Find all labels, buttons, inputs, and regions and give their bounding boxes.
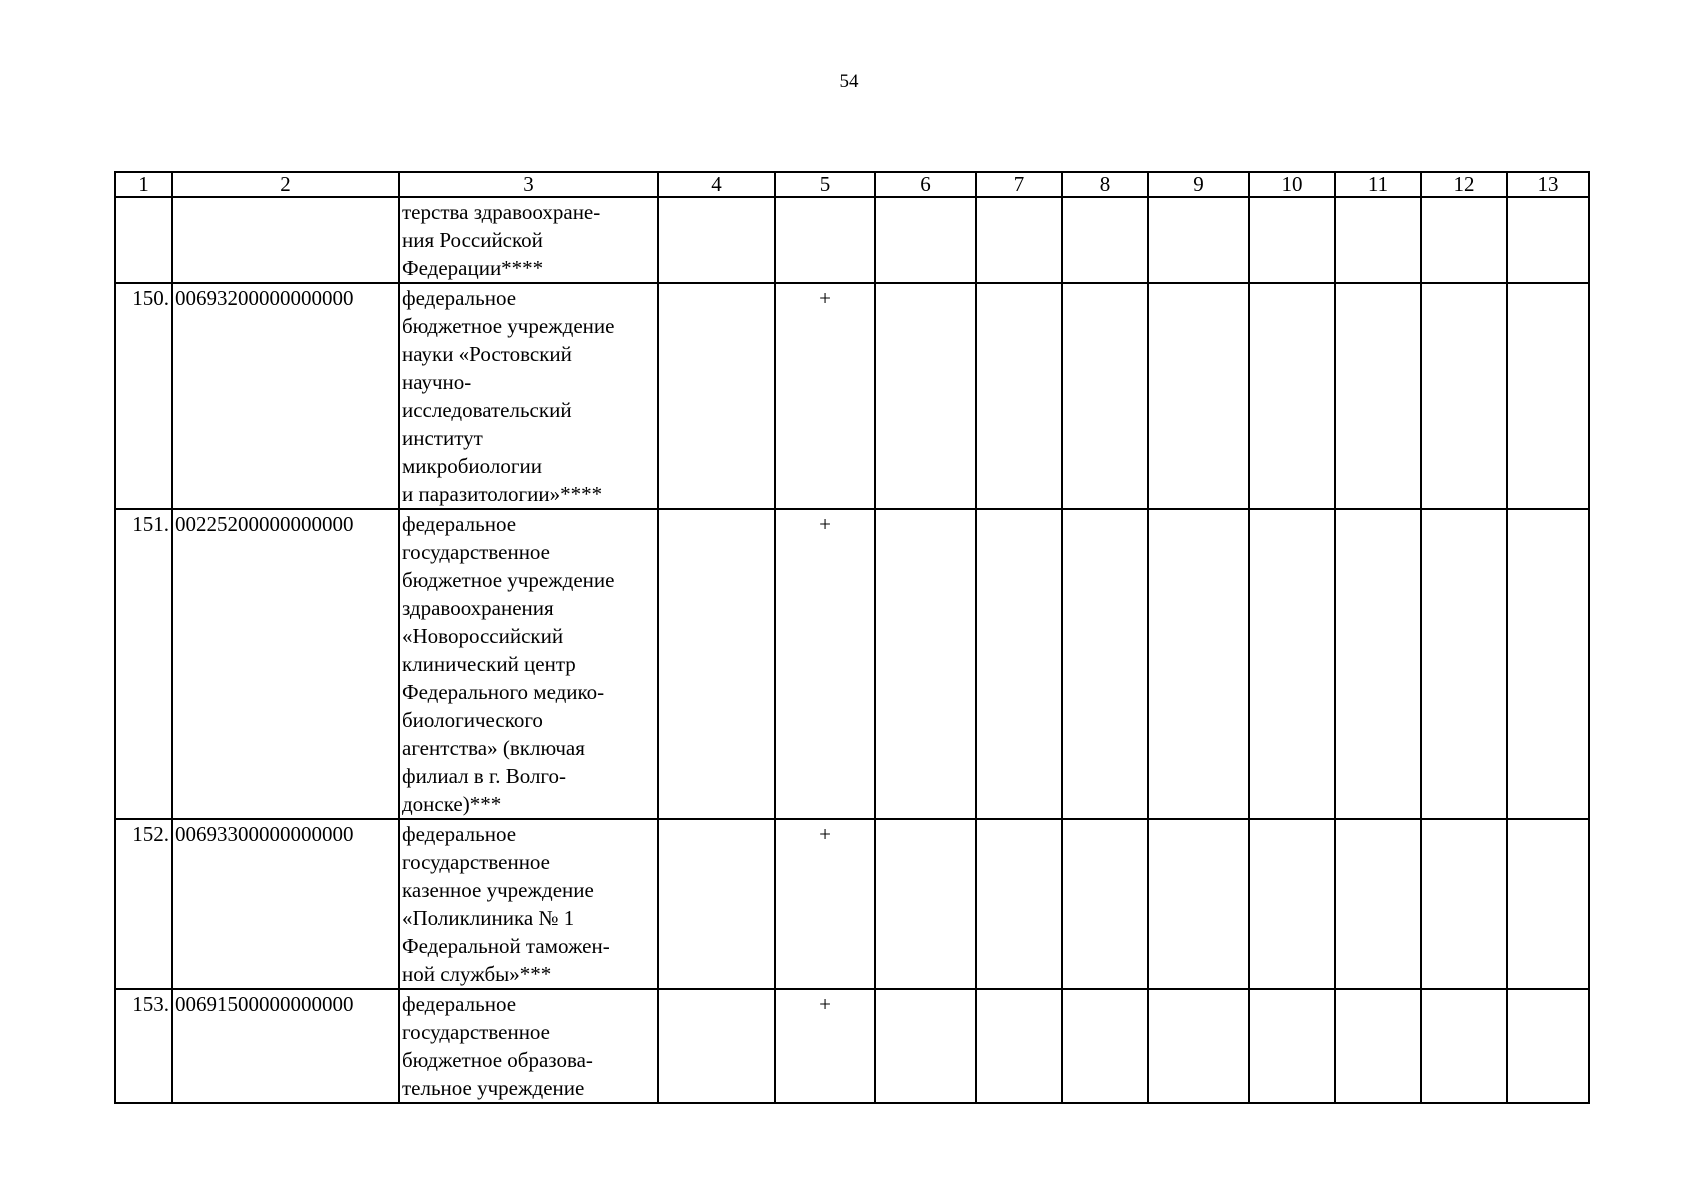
name-line: терства здравоохране-: [402, 200, 601, 224]
cell-number: [115, 197, 172, 283]
cell-name: [399, 283, 658, 509]
name-line: исследовательский: [402, 398, 572, 422]
table-row: [115, 509, 1589, 819]
cell-col5-mark: +: [775, 509, 875, 819]
name-line: биологического: [402, 708, 543, 732]
registry-table: [114, 171, 1590, 1104]
column-header: 7: [976, 172, 1062, 197]
cell-name: [399, 509, 658, 819]
cell-code: 00225200000000000: [172, 509, 399, 819]
name-line: бюджетное учреждение: [402, 314, 615, 338]
cell-number: 150.: [115, 283, 172, 509]
column-header: 6: [875, 172, 976, 197]
cell-col5-mark: +: [775, 283, 875, 509]
name-line: институт: [402, 426, 483, 450]
cell-code: 00691500000000000: [172, 989, 399, 1103]
name-line: федеральное: [402, 822, 517, 846]
name-line: федеральное: [402, 512, 517, 536]
column-header: 12: [1421, 172, 1507, 197]
cell-col5-mark: +: [775, 819, 875, 989]
cell-number: 151.: [115, 509, 172, 819]
name-line: ной службы»***: [402, 962, 552, 986]
name-line: «Новороссийский: [402, 624, 564, 648]
cell-code: 00693200000000000: [172, 283, 399, 509]
table-row: [115, 283, 1589, 509]
cell-col5-mark: +: [775, 989, 875, 1103]
name-line: Федеральной таможен-: [402, 934, 610, 958]
name-line: здравоохранения: [402, 596, 554, 620]
column-header: 9: [1148, 172, 1249, 197]
name-line: Федерального медико-: [402, 680, 605, 704]
name-line: донске)***: [402, 792, 502, 816]
name-line: федеральное: [402, 286, 517, 310]
column-header: 2: [172, 172, 399, 197]
name-line: «Поликлиника № 1: [402, 906, 575, 930]
name-line: государственное: [402, 850, 551, 874]
name-line: агентства» (включая: [402, 736, 585, 760]
cell-code: 00693300000000000: [172, 819, 399, 989]
column-header: 11: [1335, 172, 1421, 197]
column-header: 3: [399, 172, 658, 197]
column-header: 4: [658, 172, 775, 197]
name-line: федеральное: [402, 992, 517, 1016]
column-header: 13: [1507, 172, 1589, 197]
name-line: казенное учреждение: [402, 878, 594, 902]
name-line: филиал в г. Волго-: [402, 764, 567, 788]
column-header: 10: [1249, 172, 1335, 197]
name-line: государственное: [402, 540, 551, 564]
column-header: 5: [775, 172, 875, 197]
cell-name: [399, 197, 658, 283]
name-line: государственное: [402, 1020, 551, 1044]
header-row: [115, 172, 1589, 197]
name-line: клинический центр: [402, 652, 576, 676]
name-line: науки «Ростовский: [402, 342, 572, 366]
column-header: 8: [1062, 172, 1148, 197]
page-number: 54: [839, 71, 859, 92]
cell-number: 152.: [115, 819, 172, 989]
cell-number: 153.: [115, 989, 172, 1103]
name-line: и паразитологии»****: [402, 482, 603, 506]
name-line: тельное учреждение: [402, 1076, 585, 1100]
cell-name: [399, 819, 658, 989]
cell-code: [172, 197, 399, 283]
table-row: [115, 819, 1589, 989]
table-row-continuation: [115, 197, 1589, 283]
name-line: научно-: [402, 370, 472, 394]
name-line: Федерации****: [402, 256, 544, 280]
table-row: [115, 989, 1589, 1103]
name-line: микробиологии: [402, 454, 542, 478]
name-line: бюджетное образова-: [402, 1048, 593, 1072]
name-line: бюджетное учреждение: [402, 568, 615, 592]
cell-name: [399, 989, 658, 1103]
column-header: 1: [115, 172, 172, 197]
name-line: ния Российской: [402, 228, 543, 252]
